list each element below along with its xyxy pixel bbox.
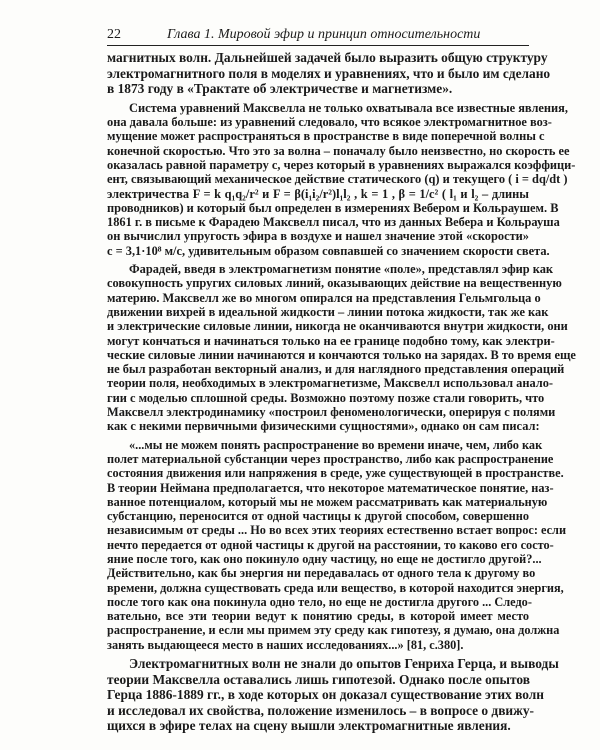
text-line: он вычислил упругость эфира в воздухе и нашел значение этой «скорости» — [107, 229, 529, 244]
block-quote — [107, 437, 567, 652]
text-line: оказалась равной параметру c, через который в уравнениях выражался коэффици- — [107, 157, 576, 172]
page-body — [107, 50, 576, 738]
text-line: после того как она покинула одно тело, но еще не достигла другого ... Следо- — [107, 594, 532, 609]
text-line: магнитных волн. Дальнейшей задачей было выразить общую структуру — [107, 50, 548, 65]
page-header — [107, 27, 529, 46]
text-line: в 1873 году в «Трактате об электричестве и магнетизме». — [107, 81, 453, 97]
text-line: вательно, все эти теории ведут к понятию среды, в которой имеет место — [107, 609, 529, 624]
text-line: ческие силовые линии начинаются и кончаются только на зарядах. В то время еще — [107, 347, 576, 362]
text-line: гии с моделью сплошной среды. Возможно поэтому позже стали говорить, что — [107, 390, 545, 405]
text-line: движении вихрей в идеальной жидкости – линии потока жидкости, так же как — [107, 304, 549, 319]
text-line: и электрические силовые линии, никогда не оканчиваются внутри жидкости, они — [107, 319, 568, 334]
text-line: как с некими первичными физическими сущностями», однако он сам писал: — [107, 419, 540, 434]
text-line: теории поля, необходимых в электромагнетизме, Максвелл использовал анало- — [107, 376, 554, 391]
text-line: ванное потенциалом, который мы не можем рассматривать как материальную — [107, 494, 548, 509]
text-line: материю. Максвелл же во многом опирался на представления Гельмгольца о — [107, 290, 541, 305]
text-line: Система уравнений Максвелла не только охватывала все известные явления, — [129, 100, 568, 115]
text-line: состояния движения или напряжения в среде, уже существующей в пространстве. — [107, 466, 564, 481]
text-line: и исследовал их свойства, положение изменилось – в вопросе о движу- — [107, 702, 535, 718]
text-line: она давала больше: из уравнений следовало, что всякое электромагнитное воз- — [107, 115, 552, 130]
text-line: c = 3,1·10⁸ м/с, удивительным образом совпавшей со значением скорости света. — [107, 243, 550, 258]
text-line: Электромагнитных волн не знали до опытов Генриха Герца, и выводы — [129, 656, 559, 672]
text-line: Герца 1886-1889 гг., в ходе которых он доказал существование этих волн — [107, 687, 544, 703]
text-line: ент, связывающий механическое действие статического (q) и текущего ( i = dq/dt ) — [107, 172, 568, 187]
text-line: В теории Неймана предполагается, что некоторое математическое понятие, наз- — [107, 480, 554, 495]
text-line: яние после того, как оно покинуло одну частицу, но еще не достигло другой?... — [107, 551, 542, 566]
text-line: мущение может распространяться в пространстве в виде поперечной волны с — [107, 129, 545, 144]
page-number: 22 — [107, 27, 121, 42]
text-line: щихся в эфире телах на сцену вышли электромагнитные явления. — [107, 718, 511, 734]
text-line: 1861 г. в письме к Фарадею Максвелл писал, что из данных Вебера и Кольрауша — [107, 215, 560, 230]
text-line: распространение, и если мы примем эту среду как гипотезу, я думаю, она должна — [107, 623, 560, 638]
text-line: не был разработан векторный анализ, и для наглядного представления операций — [107, 362, 565, 377]
text-line: субстанцию, переносится от одной частицы к другой способом, совершенно — [107, 509, 529, 524]
text-line: могут кончаться и начинаться только на ее границе подобно тому, как электри- — [107, 333, 555, 348]
paragraph — [107, 262, 576, 434]
text-line: времени, должна существовать среда или вещество, в которой находится энергия, — [107, 580, 564, 595]
text-line: Максвелл электродинамику «построил феноменологически, оперируя с полями — [107, 405, 556, 420]
paragraph — [107, 100, 576, 258]
paragraph — [107, 50, 551, 97]
text-line: теории Максвелла оставались лишь гипотезой. Однако после опытов — [107, 671, 531, 687]
text-line: Действительно, как бы энергия ни передавалась от одного тела к другому во — [107, 566, 536, 581]
text-line: полет материальной субстанции через пространство, либо как распространение — [107, 451, 554, 466]
paragraph — [107, 656, 559, 734]
text-line: электромагнитного поля в моделях и уравнениях, что и было им сделано — [107, 65, 551, 81]
text-line: занять выдающееся место в наших исследованиях...» [81, с.380]. — [107, 637, 464, 652]
text-line: проводников) и который был определен в измерениях Вебером и Кольраушем. В — [107, 200, 559, 215]
text-line: «...мы не можем понять распространение во времени иначе, чем, либо как — [129, 437, 543, 452]
text-line: Фарадей, введя в электромагнетизм понятие «поле», представлял эфир как — [129, 262, 554, 277]
text-line: совокупность упругих силовых линий, оказывающих действие на вещественную — [107, 276, 562, 291]
text-line: конечной скоростью. Что это за волна – поначалу было неизвестно, но скорость ее — [107, 143, 570, 158]
text-line: независимым от среды ... Но во всех этих теориях естественно встает вопрос: если — [107, 523, 567, 538]
text-line: нечто передается от одной частицы к другой на расстоянии, то каково его состо- — [107, 537, 554, 552]
running-title: Глава 1. Мировой эфир и принцип относительности — [167, 27, 481, 42]
text-line: электричества F = k q₁q₂/r² и F = β(i₁i₂/r²)l₁l₂ , k = 1 , β = 1/c² ( l₁ и l₂ – длины — [107, 186, 529, 201]
